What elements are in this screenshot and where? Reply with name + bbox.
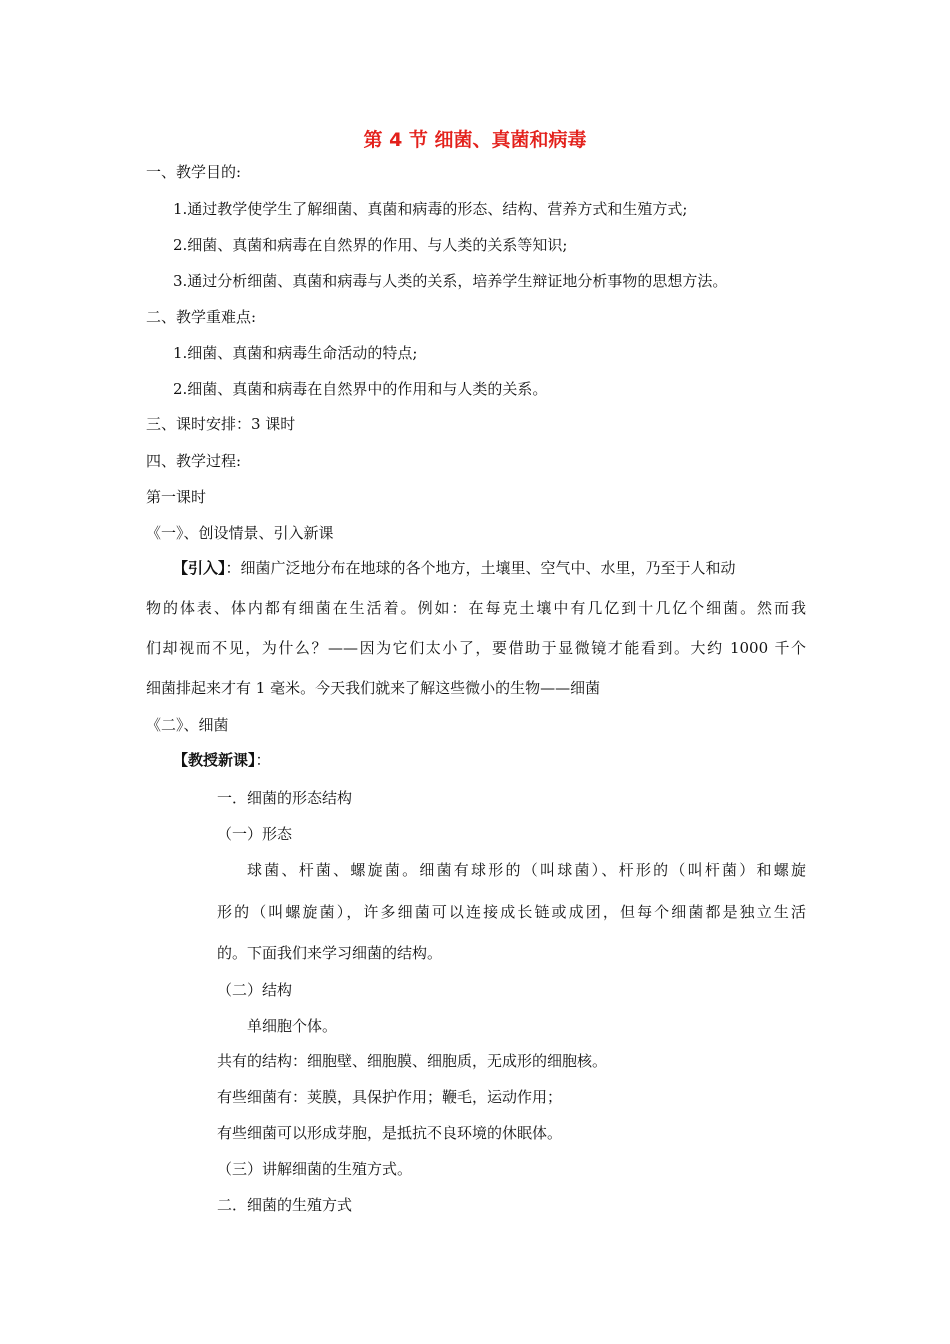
structure-line-3: 有些细菌有：荚膜，具保护作用；鞭毛，运动作用； [217, 1088, 563, 1106]
objective-item-1: 1.通过教学使学生了解细菌、真菌和病毒的形态、结构、营养方式和生殖方式; [173, 200, 688, 218]
structure-line-2: 共有的结构：细胞壁、细胞膜、细胞质，无成形的细胞核。 [217, 1052, 608, 1070]
key-point-item-2: 2.细菌、真菌和病毒在自然界中的作用和与人类的关系。 [173, 380, 548, 398]
intro-paragraph-line-3: 们却视而不见，为什么？——因为它们太小了，要借助于显微镜才能看到。大约 1000 千个 [146, 639, 806, 657]
form-line-1: 球菌、杆菌、螺旋菌。细菌有球形的（叫球菌）、杆形的（叫杆菌）和螺旋 [247, 861, 806, 879]
form-line-2: 形的（叫螺旋菌），许多细菌可以连接成长链或成团，但每个细菌都是独立生活 [217, 903, 806, 921]
teach-label: 【教授新课】 [173, 751, 256, 769]
section-3-heading: 三、课时安排：3 课时 [146, 415, 296, 433]
part-1-heading: 《一》、创设情景、引入新课 [146, 524, 334, 542]
intro-text-1: ：细菌广泛地分布在地球的各个地方，土壤里、空气中、水里，乃至于人和动 [225, 559, 736, 577]
structure-line-4: 有些细菌可以形成芽胞，是抵抗不良环境的休眠体。 [217, 1124, 563, 1142]
form-line-3: 的。下面我们来学习细菌的结构。 [217, 944, 443, 962]
teach-suffix: ： [255, 751, 271, 769]
objective-item-3: 3.通过分析细菌、真菌和病毒与人类的关系，培养学生辩证地分析事物的思想方法。 [173, 272, 728, 290]
subsection-2-heading: 二．细菌的生殖方式 [217, 1196, 353, 1214]
section-2-heading: 二、教学重难点: [146, 308, 257, 326]
reproduction-heading: （三）讲解细菌的生殖方式。 [217, 1160, 413, 1178]
part-2-heading: 《二》、细菌 [146, 716, 229, 734]
intro-paragraph-line-1 [173, 558, 806, 578]
objective-item-2: 2.细菌、真菌和病毒在自然界的作用、与人类的关系等知识; [173, 236, 568, 254]
document-title: 第 4 节 细菌、真菌和病毒 [363, 129, 587, 151]
teach-new-lesson-heading [173, 750, 271, 770]
section-1-heading: 一、教学目的: [146, 163, 242, 181]
intro-paragraph-line-2: 物的体表、体内都有细菌在生活着。例如：在每克土壤中有几亿到十几亿个细菌。然而我 [146, 599, 806, 617]
structure-line-1: 单细胞个体。 [247, 1017, 338, 1035]
key-point-item-1: 1.细菌、真菌和病毒生命活动的特点; [173, 344, 418, 362]
section-4-heading: 四、教学过程: [146, 452, 242, 470]
form-heading: （一）形态 [217, 825, 293, 843]
intro-label: 【引入】 [173, 559, 226, 577]
structure-heading: （二）结构 [217, 981, 293, 999]
lesson-1-heading: 第一课时 [146, 488, 207, 506]
intro-paragraph-line-4: 细菌排起来才有 1 毫米。今天我们就来了解这些微小的生物——细菌 [146, 679, 601, 697]
subsection-1-heading: 一．细菌的形态结构 [217, 789, 353, 807]
